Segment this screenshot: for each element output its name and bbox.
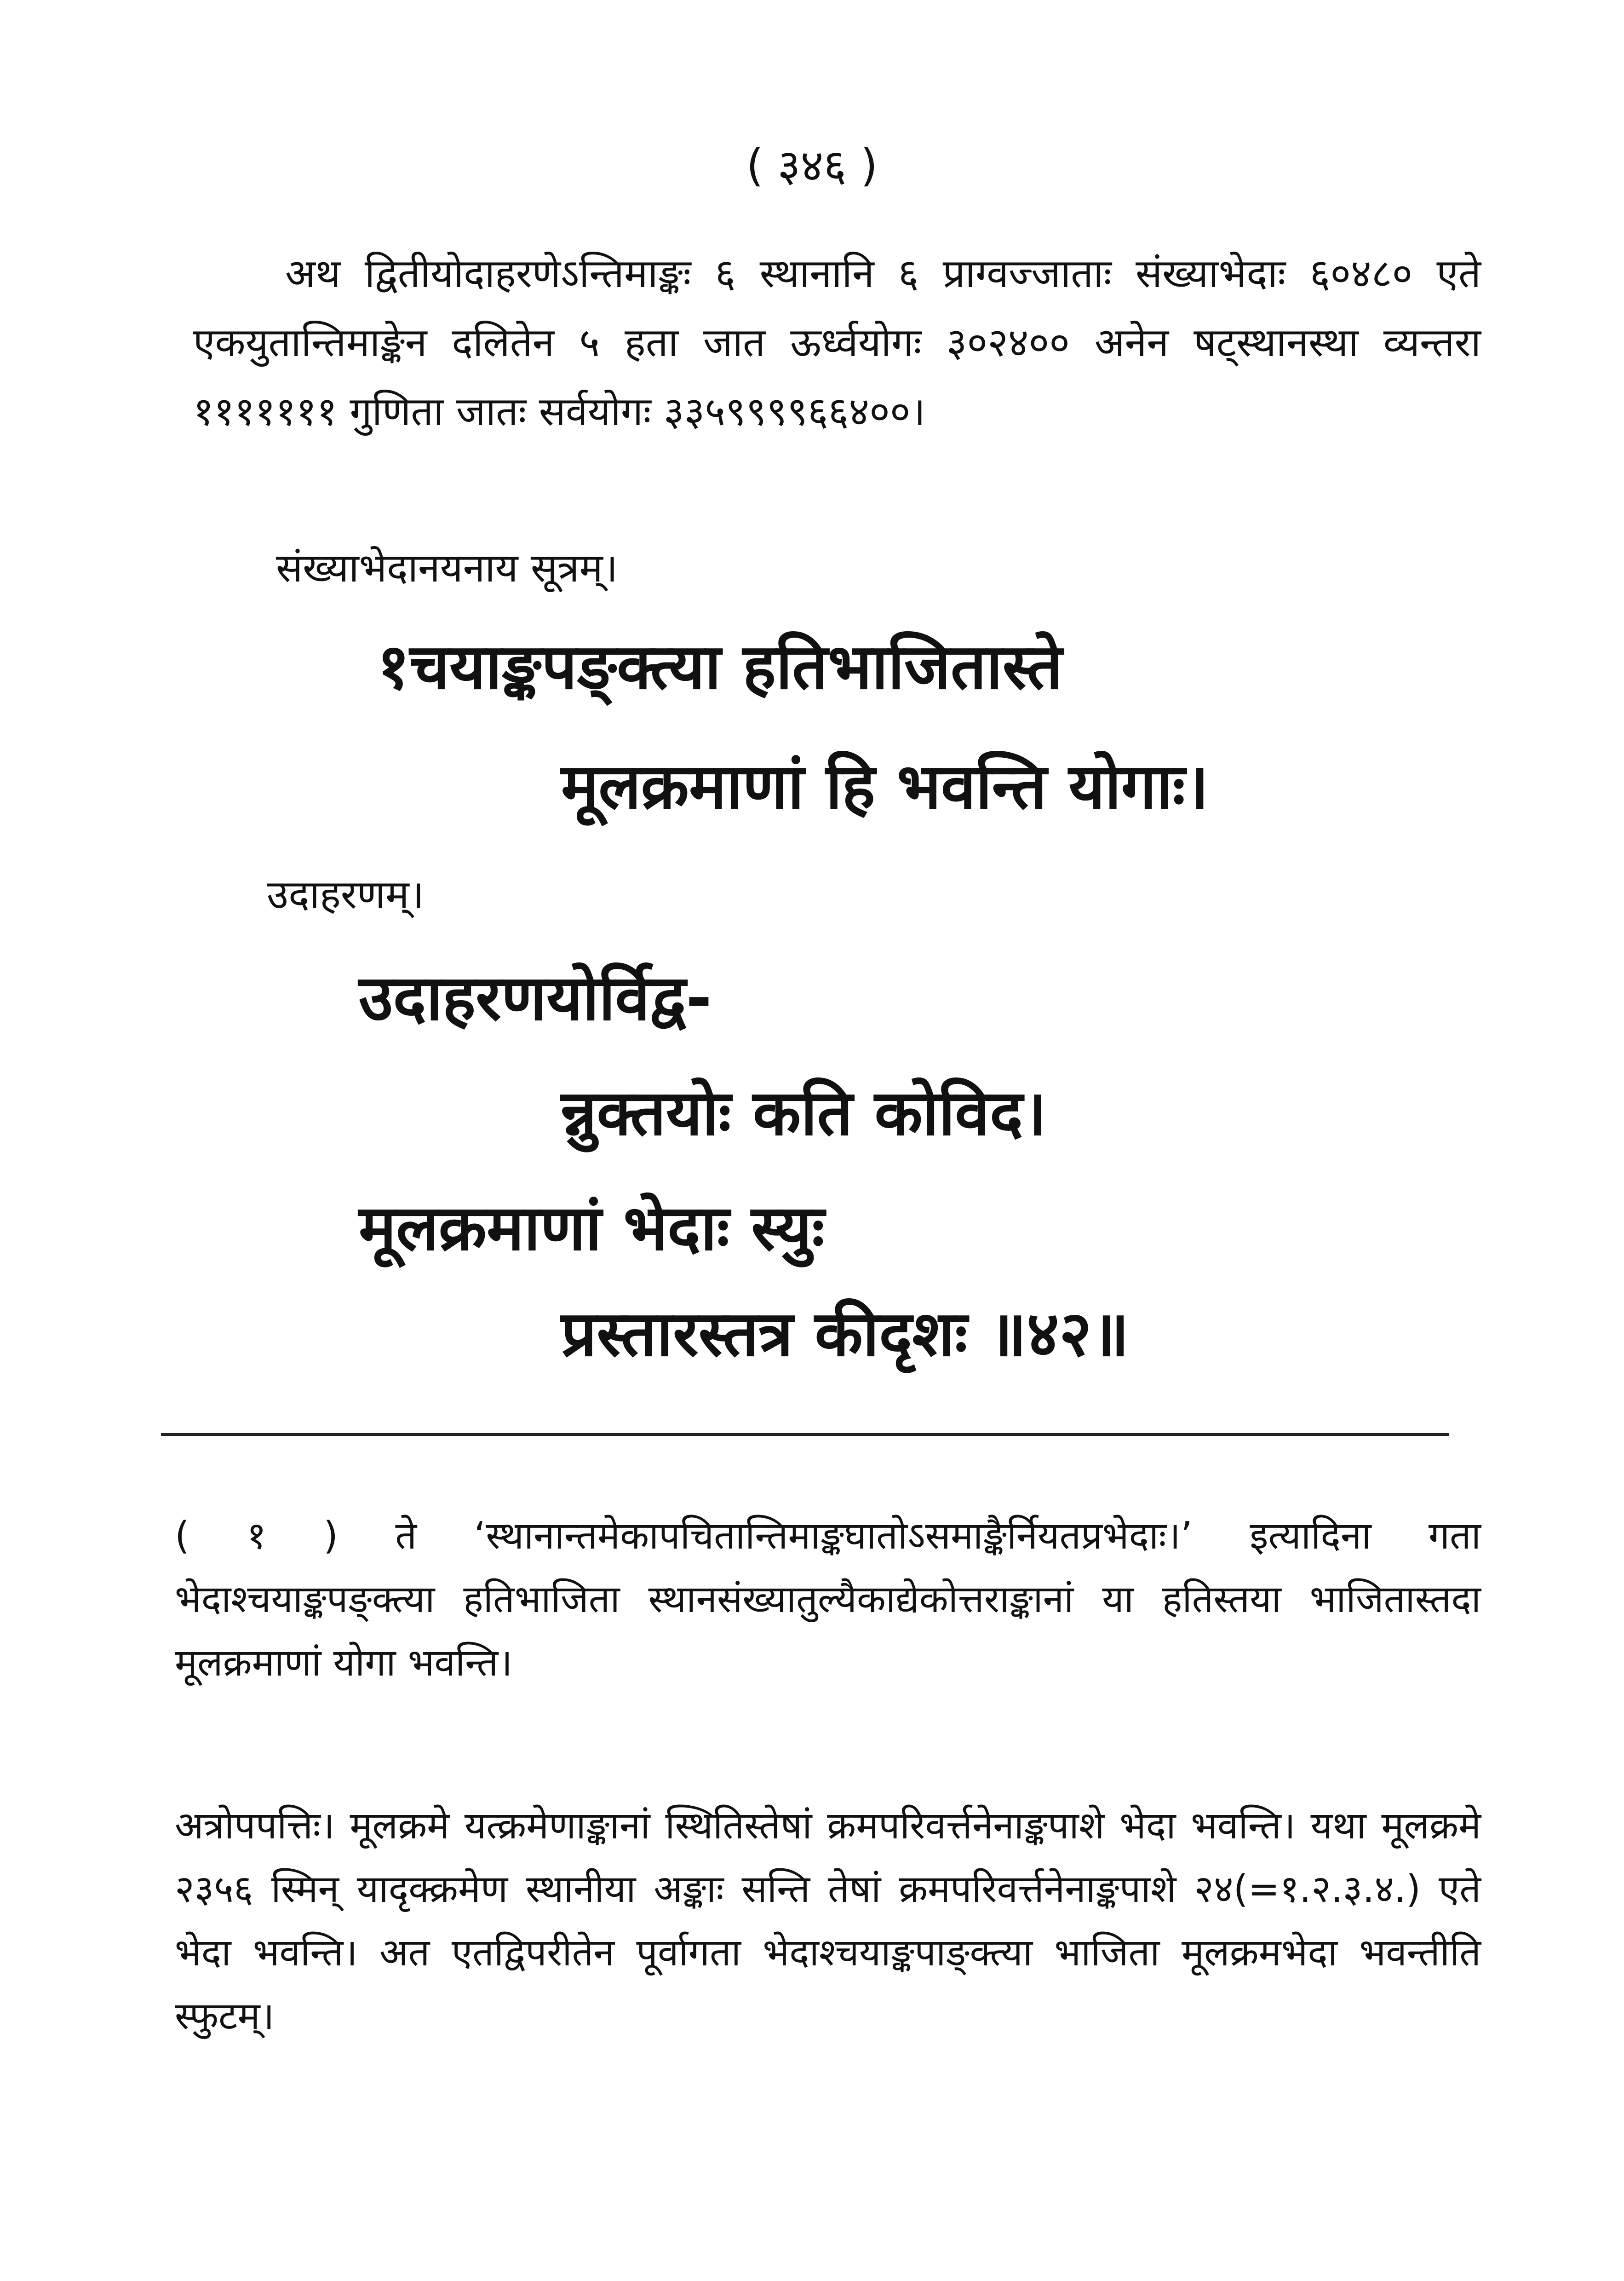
footnote-paragraph-2-text: अत्रोपपत्तिः। मूलक्रमे यत्क्रमेणाङ्कानां स्थितिस्तेषां क्रमपरिवर्त्तनेनाङ्कपाशे भेदा भवन्ति। यथा मूलक्रमे २३५६ स्मिन् यादृक्क्रमेण स्थानीया अङ्काः सन्ति तेषां क्रमपरिवर्त्तनेनाङ्कपाशे २४(=१.२.३.४.) एते भेदा भवन्ति। अत एतद्विपरीतेन पूर्वागता भेदाश्चयाङ्कपाङ्क्त्या भाजिता मूलक्रमभेदा भवन्तीति स्फुटम्। bbox=[175, 1804, 1481, 2038]
udaharanam-label: उदाहरणम्। bbox=[267, 872, 425, 918]
footnote-paragraph-2 bbox=[175, 1794, 1481, 2048]
prose-paragraph-1 bbox=[193, 239, 1481, 446]
page-number: ( ३४६ ) bbox=[746, 140, 878, 191]
footnote-paragraph-1-text: ( १ ) ते ‘स्थानान्तमेकापचितान्तिमाङ्कघातोऽसमाङ्कैर्नियतप्रभेदाः।’ इत्यादिना गता भेदाश्चयाङ्कपङ्क्त्या हतिभाजिता स्थानसंख्यातुल्यैकाद्येकोत्तराङ्कानां या हतिस्तया भाजितास्तदा मूलक्रमाणां योगा भवन्ति। bbox=[175, 1514, 1481, 1685]
footnote-paragraph-1 bbox=[175, 1504, 1481, 1695]
sutra-verse-line-2: मूलक्रमाणां हि भवन्ति योगाः। bbox=[561, 750, 1209, 823]
example-verse-line-1: उदाहरणयोर्विद्व- bbox=[359, 962, 712, 1035]
sutra-verse-line-1: १चयाङ्कपङ्क्त्या हतिभाजितास्ते bbox=[377, 631, 1063, 703]
footnote-separator-rule bbox=[161, 1433, 1449, 1436]
sutra-label: संख्याभेदानयनाय सूत्रम्। bbox=[276, 545, 618, 591]
example-verse-line-3: मूलक्रमाणां भेदाः स्युः bbox=[359, 1192, 825, 1265]
example-verse-line-2: न्नुक्तयोः कति कोविद। bbox=[561, 1077, 1047, 1150]
prose-paragraph-1-text: अथ द्वितीयोदाहरणेऽन्तिमाङ्कः ६ स्थानानि ६ प्राग्वज्जाताः संख्याभेदाः ६०४८० एते एकयुतान्तिमाङ्केन दलितेन ५ हता जात ऊर्ध्वयोगः ३०२४०० अनेन षट्स्थानस्था व्यन्तरा १११११११ गुणिता जातः सर्वयोगः ३३५९९९९६६४००। bbox=[193, 251, 1481, 435]
example-verse-line-4: प्रस्तारस्तत्र कीदृशः ॥४२॥ bbox=[561, 1298, 1130, 1371]
